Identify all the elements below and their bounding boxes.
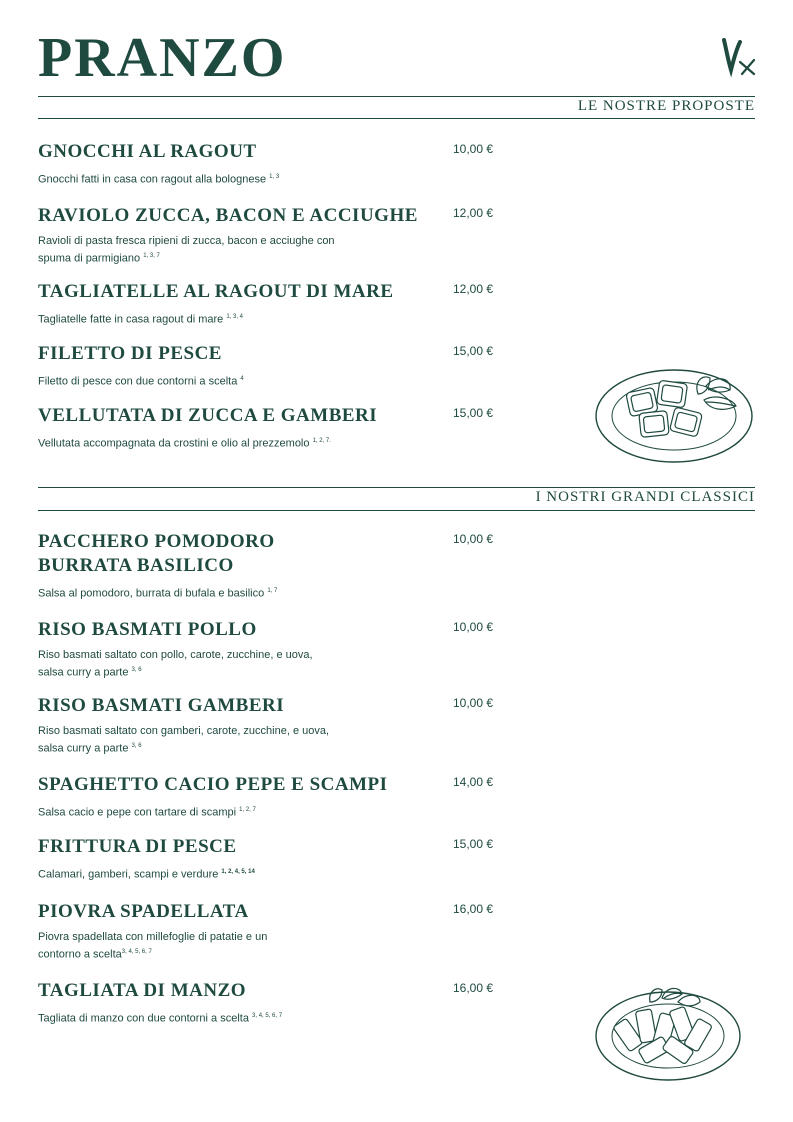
item-name: TAGLIATA DI MANZO [38, 980, 247, 1001]
page-title: PRANZO [38, 27, 287, 89]
item-price: 14,00 € [453, 775, 494, 789]
section-rule-bottom [38, 118, 755, 119]
item-description: Calamari, gamberi, scampi e verdure $^{1, 2, 4, 5, 14}$ [38, 868, 255, 881]
menu-item [38, 618, 558, 681]
menu-item [38, 280, 558, 328]
allergen-codes: 3, 4, 5, 6, 7 [121, 949, 152, 955]
allergen-codes: 4 [240, 376, 244, 382]
item-name: PACCHERO POMODORO BURRATA BASILICO [38, 531, 275, 576]
section-rule-bottom [38, 510, 755, 511]
item-price: 10,00 € [453, 620, 494, 634]
item-name: RAVIOLO ZUCCA, BACON E ACCIUGHE [38, 205, 418, 226]
menu-item [38, 404, 558, 452]
item-price: 12,00 € [453, 206, 494, 220]
item-description: Tagliatelle fatte in casa ragout di mare $^{1, 3, 4}$ [38, 313, 244, 326]
item-description: Filetto di pesce con due contorni a scelta $^4$ [38, 375, 244, 388]
item-price: 16,00 € [453, 902, 494, 916]
item-description: Piovra spadellata con millefoglie di patatie e un contorno a scelta$^{3, 4, 5, 6, 7}$ [38, 931, 268, 961]
section-title-proposte: LE NOSTRE PROPOSTE [577, 98, 755, 114]
menu-item [38, 530, 558, 602]
ravioli-plate-illustration [594, 360, 756, 466]
item-price: 10,00 € [453, 532, 494, 546]
item-price: 12,00 € [453, 282, 494, 296]
item-description: Gnocchi fatti in casa con ragout alla bolognese $^{1, 3}$ [38, 173, 280, 186]
menu-item [38, 204, 558, 267]
allergen-codes: 3, 4, 5, 6, 7 [252, 1013, 283, 1019]
allergen-codes: 1, 3, 7 [143, 253, 160, 259]
section-rule-top [38, 96, 755, 97]
item-name: TAGLIATELLE AL RAGOUT DI MARE [38, 281, 394, 302]
item-name: RISO BASMATI POLLO [38, 619, 257, 640]
item-description: Ravioli di pasta fresca ripieni di zucca, bacon e acciughe con spuma di parmigiano $^{1, 3, 7}$ [38, 235, 335, 265]
item-name: PIOVRA SPADELLATA [38, 901, 249, 922]
item-name: GNOCCHI AL RAGOUT [38, 141, 257, 162]
allergen-codes: 1, 7 [267, 588, 278, 594]
item-name: FRITTURA DI PESCE [38, 836, 237, 857]
allergen-codes: 1, 2, 4, 5, 14 [221, 869, 255, 875]
allergen-codes: 1, 3 [269, 174, 280, 180]
item-price: 10,00 € [453, 142, 494, 156]
item-description: Riso basmati saltato con gamberi, carote, zucchine, e uova, salsa curry a parte $^{3, 6}$ [38, 725, 330, 755]
item-price: 15,00 € [453, 406, 494, 420]
menu-item [38, 979, 558, 1027]
rigatoni-plate-illustration [594, 980, 744, 1084]
allergen-codes: 3, 6 [131, 743, 142, 749]
item-name: SPAGHETTO CACIO PEPE E SCAMPI [38, 774, 388, 795]
vx-monogram-logo [718, 34, 758, 78]
allergen-codes: 1, 2, 7. [312, 438, 331, 444]
item-price: 10,00 € [453, 696, 494, 710]
menu-item [38, 140, 558, 188]
item-description: Salsa cacio e pepe con tartare di scampi $^{1, 2, 7}$ [38, 806, 256, 819]
allergen-codes: 1, 2, 7 [239, 807, 256, 813]
section-title-classici: I NOSTRI GRANDI CLASSICI [535, 489, 755, 505]
item-description: Riso basmati saltato con pollo, carote, zucchine, e uova, salsa curry a parte $^{3, 6}$ [38, 649, 313, 679]
allergen-codes: 3, 6 [131, 667, 142, 673]
item-description: Vellutata accompagnata da crostini e olio al prezzemolo $^{1, 2, 7.}$ [38, 437, 331, 450]
item-name: VELLUTATA DI ZUCCA E GAMBERI [38, 405, 378, 426]
menu-item [38, 342, 558, 390]
menu-item [38, 835, 558, 883]
item-price: 16,00 € [453, 981, 494, 995]
section-rule-top [38, 487, 755, 488]
menu-item [38, 773, 558, 821]
item-description: Salsa al pomodoro, burrata di bufala e basilico $^{1, 7}$ [38, 587, 278, 600]
menu-item [38, 694, 558, 757]
item-price: 15,00 € [453, 344, 494, 358]
item-name: RISO BASMATI GAMBERI [38, 695, 285, 716]
menu-item [38, 900, 558, 963]
item-description: Tagliata di manzo con due contorni a scelta $^{3, 4, 5, 6, 7}$ [38, 1012, 283, 1025]
item-price: 15,00 € [453, 837, 494, 851]
allergen-codes: 1, 3, 4 [226, 314, 244, 320]
item-name: FILETTO DI PESCE [38, 343, 222, 364]
